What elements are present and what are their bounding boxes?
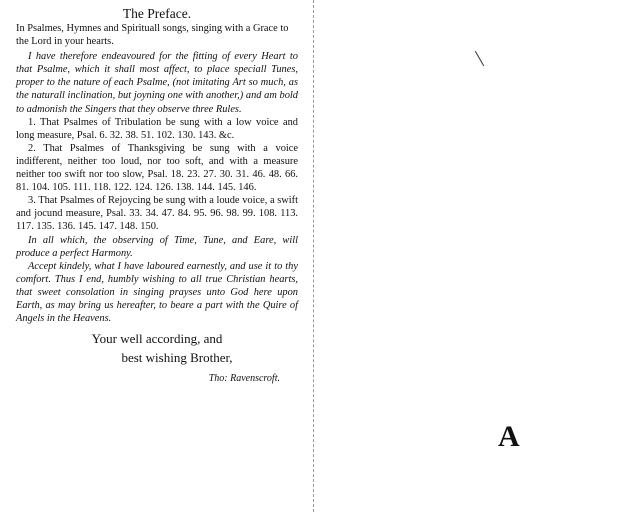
intro-text: In Psalmes, Hymnes and Spirituall songs, singing with a Grace to the Lord in your hearts. xyxy=(16,23,289,48)
closing-block xyxy=(16,329,298,367)
closing-line-2: best wishing Brother, xyxy=(121,350,233,366)
paragraph-accept: Accept kindely, what I have laboured earnestly, and use it to thy comfort. Thus I end, humbly wishing to all true Christian hearts, that sweet consolation in singing prayses unto God here upon Earth, as may bring us hereafter, to beare a part with the Quire of Angels in the Heavens. xyxy=(16,260,298,325)
author-signature: Tho: Ravenscroft. xyxy=(208,373,280,385)
rule-rejoycing: 3. That Psalmes of Rejoycing be sung with a loude voice, a swift and jocund measure, Psal. 33. 34. 47. 84. 95. 96. 98. 99. 108. 113. 117. 135. 136. 145. 147. 148. 150. xyxy=(16,195,298,233)
paragraph-harmony: In all which, the observing of Time, Tune, and Eare, will produce a perfect Harmony. xyxy=(16,234,298,259)
left-page xyxy=(16,6,298,385)
rule-tribulation: 1. That Psalmes of Tribulation be sung with a low voice and long measure, Psal. 6. 32. 38. 51. 102. 130. 143. &c. xyxy=(16,116,298,141)
closing-line-1: Your well according, and xyxy=(91,331,223,347)
page-heading: The Preface. xyxy=(122,6,192,21)
rule-thanksgiving: 2. That Psalmes of Thanksgiving be sung with a voice indifferent, neither too loud, nor too soft, and with a measure neither too swift nor too slow, Psal. 18. 23. 27. 30. 31. 46. 48. 66. 81. 104. 105. 111. 118. 122. 124. 126. 138. 144. 145. 146. xyxy=(16,142,298,194)
right-page xyxy=(314,0,623,512)
signature-mark: A xyxy=(498,420,520,453)
paragraph-rules-intro: I have therefore endeavoured for the fitting of every Heart to that Psalme, which it shall most affect, to place speciall Tunes, proper to the nature of each Psalme, (not imitating Art so much, as the naturall inclination, but joyning one with another,) and am bold to admonish the Singers that they observe three Rules. xyxy=(16,51,298,115)
